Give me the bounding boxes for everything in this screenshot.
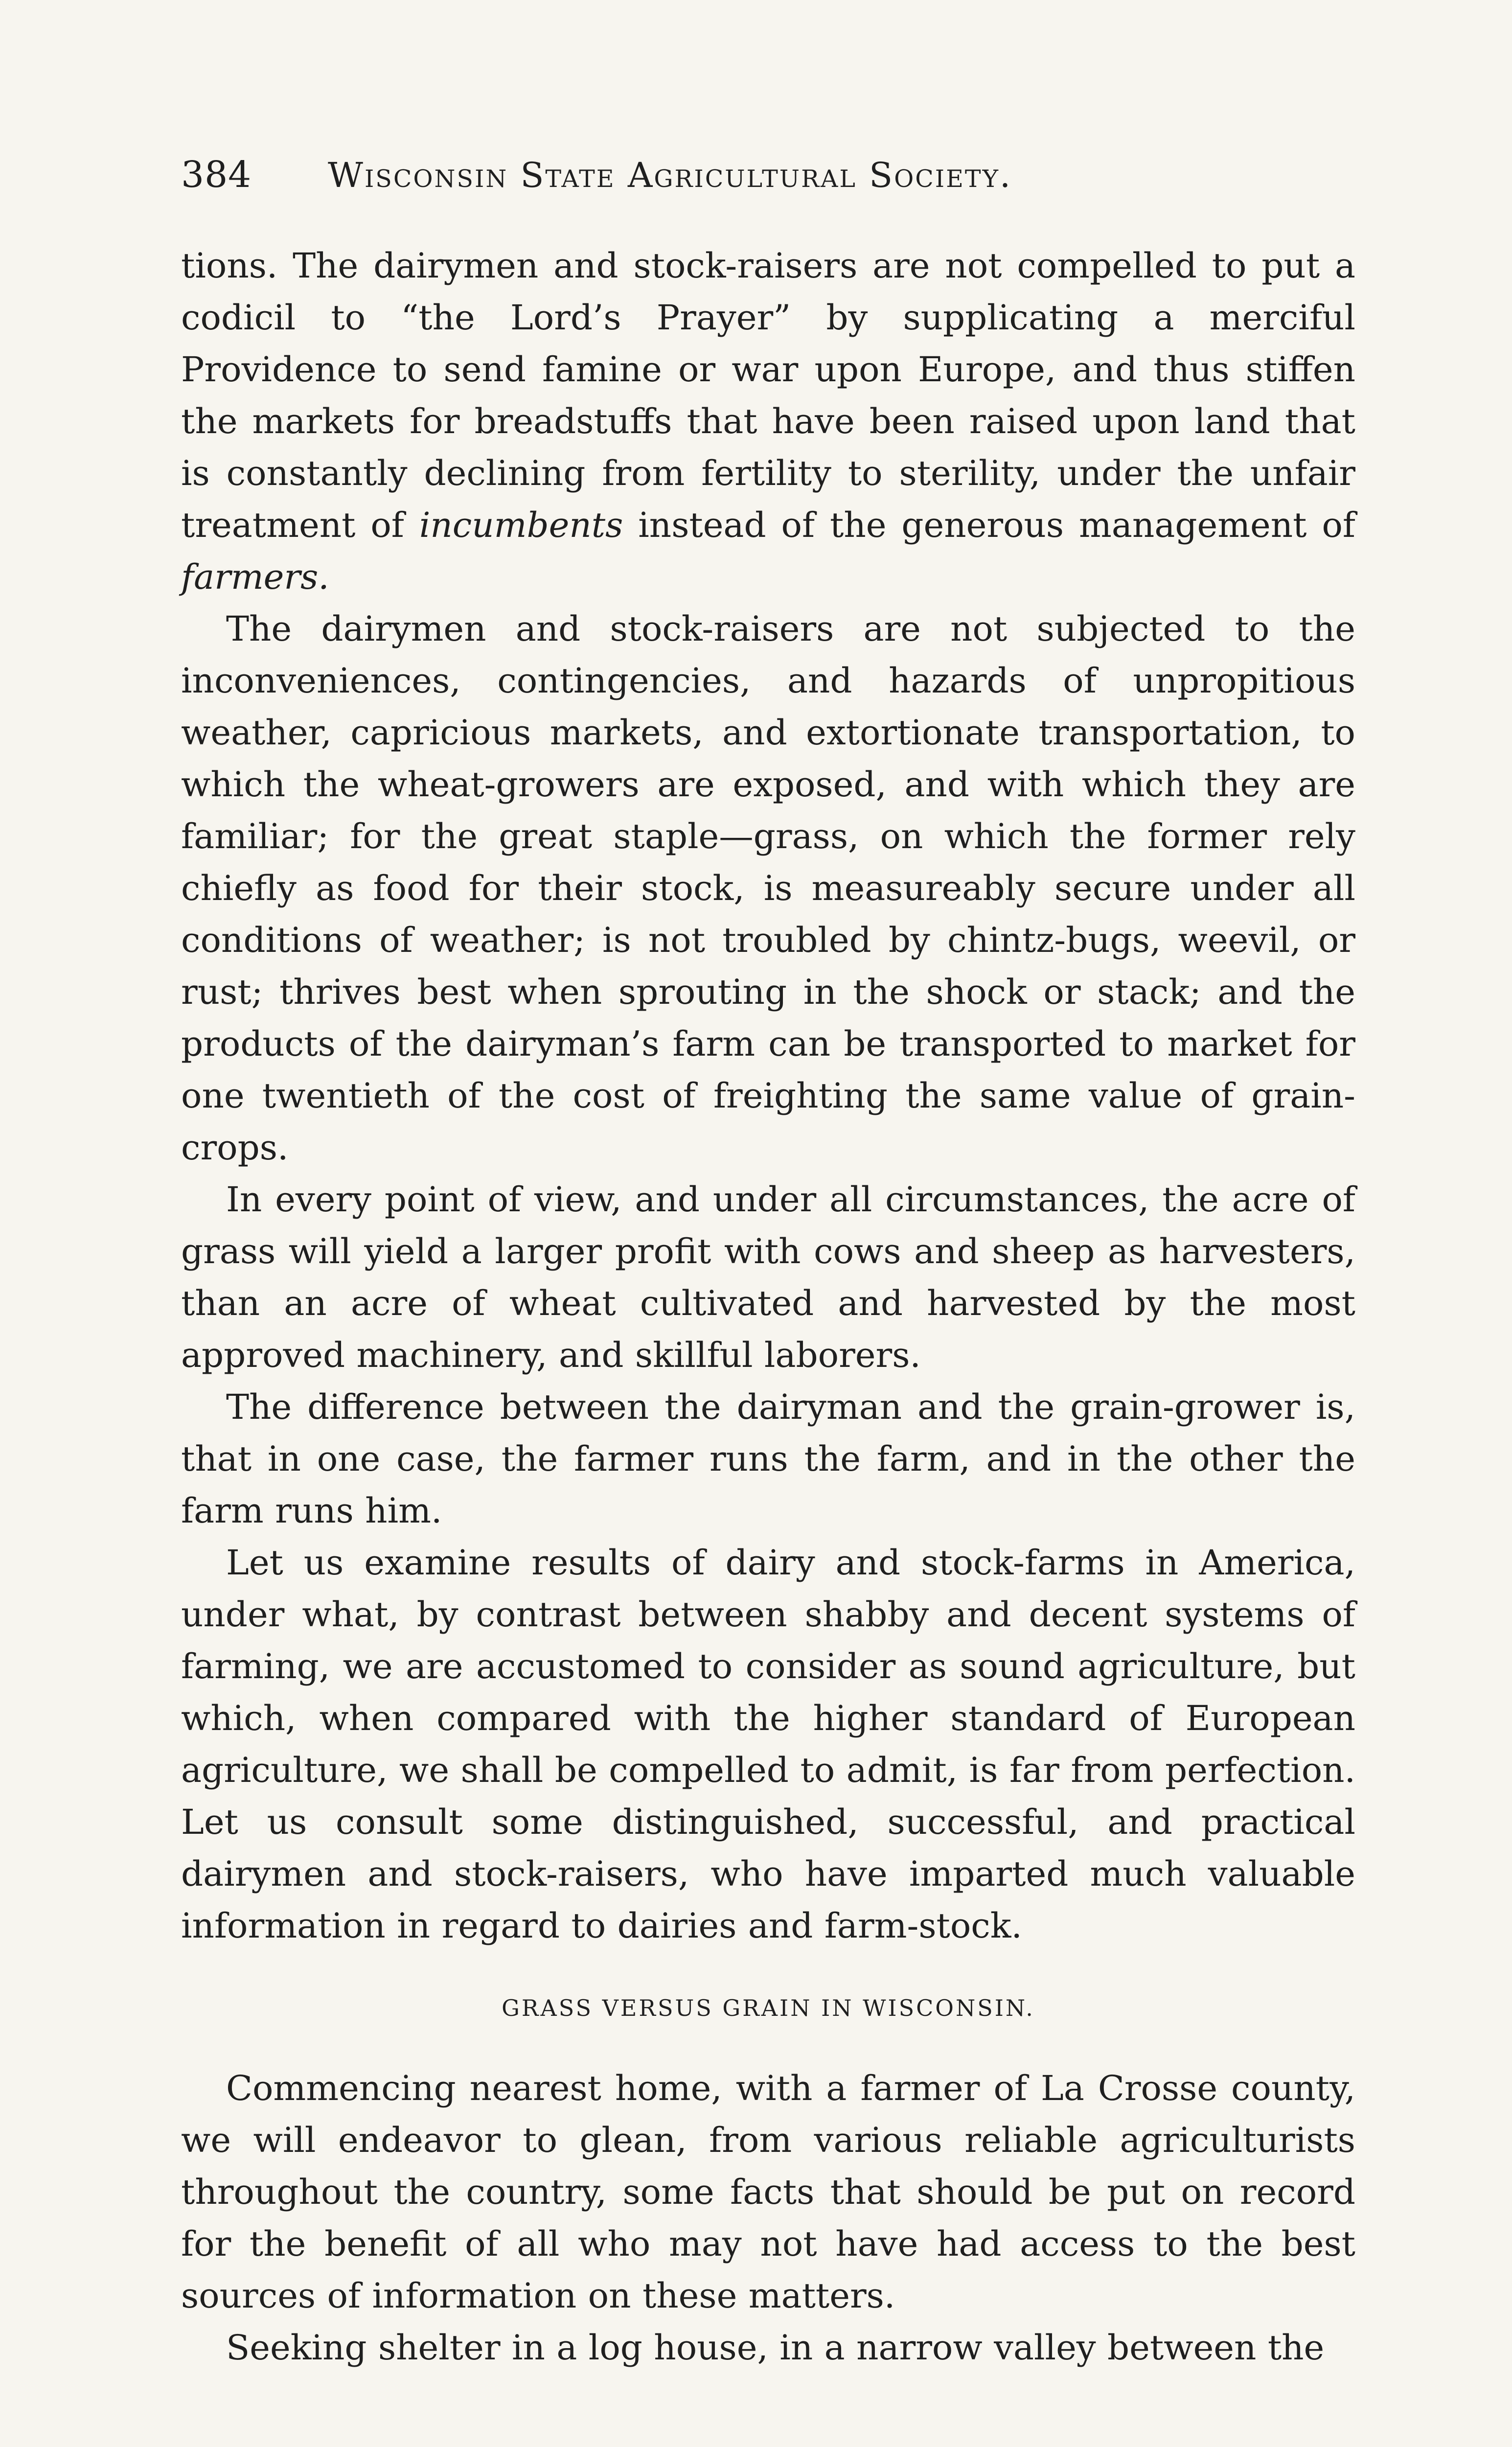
running-title: Wisconsin State Agricultural Society. [328, 155, 1012, 195]
page-number: 384 [181, 154, 252, 196]
paragraph-continuation [181, 240, 1355, 603]
section-heading: GRASS VERSUS GRAIN IN WISCONSIN. [502, 1995, 1035, 2021]
paragraph-log-house: Seeking shelter in a log house, in a narrow valley between the [226, 2328, 1325, 2368]
paragraph-farm-difference: The difference between the dairyman and the grain-grower is, that in one case, the farmer runs the farm, and in the other the farm runs him. [181, 1387, 1355, 1531]
italic-farmers: farmers. [181, 557, 329, 597]
paragraph-text: instead of the generous management of [623, 505, 1355, 545]
italic-incumbents: incumbents [419, 505, 623, 545]
paragraph-dairymen-risks: The dairymen and stock-raisers are not subjected to the inconveniences, contingencies, and hazards of unpropitious weather, capricious markets, and extortionate transportation, to which the wheat-growers are exposed, and with which they are familiar; for the great staple—grass, on which the former rely chiefly as food for their stock, is measureably secure under all conditions of weather; is not troubled by chintz-bugs, weevil, or rust; thrives best when sprouting in the shock or stack; and the products of the dairyman’s farm can be transported to market for one twentieth of the cost of freighting the same value of grain-crops. [181, 609, 1355, 1168]
paragraph-dairy-results: Let us examine results of dairy and stock-farms in America, under what, by contrast between shabby and decent systems of farming, we are accustomed to consider as sound agriculture, but which, when compared with the higher standard of European agriculture, we shall be compelled to admit, is far from perfection. Let us consult some distinguished, successful, and practical dairymen and stock-raisers, who have imparted much valuable information in regard to dairies and farm-stock. [181, 1543, 1355, 1946]
paragraph-grass-profit: In every point of view, and under all circumstances, the acre of grass will yield a larger profit with cows and sheep as harvesters, than an acre of wheat cultivated and harvested by the most approved machinery, and skillful laborers. [181, 1179, 1355, 1375]
running-header [181, 154, 1355, 196]
page-content [181, 154, 1355, 2374]
paragraph-la-crosse: Commencing nearest home, with a farmer of La Crosse county, we will endeavor to glean, from various reliable agriculturists throughout the country, some facts that should be put on record for the benefit of all who may not have had access to the best sources of information on these matters. [181, 2068, 1355, 2316]
paragraph-text: tions. The dairymen and stock-raisers are not compelled to put a codicil to “the Lord’s Prayer” by supplicating a merciful Providence to send famine or war upon Europe, and thus stiffen the markets for breadstuffs that have been raised upon land that is constantly declining from fertility to sterility, under the unfair treatment of [181, 246, 1355, 545]
